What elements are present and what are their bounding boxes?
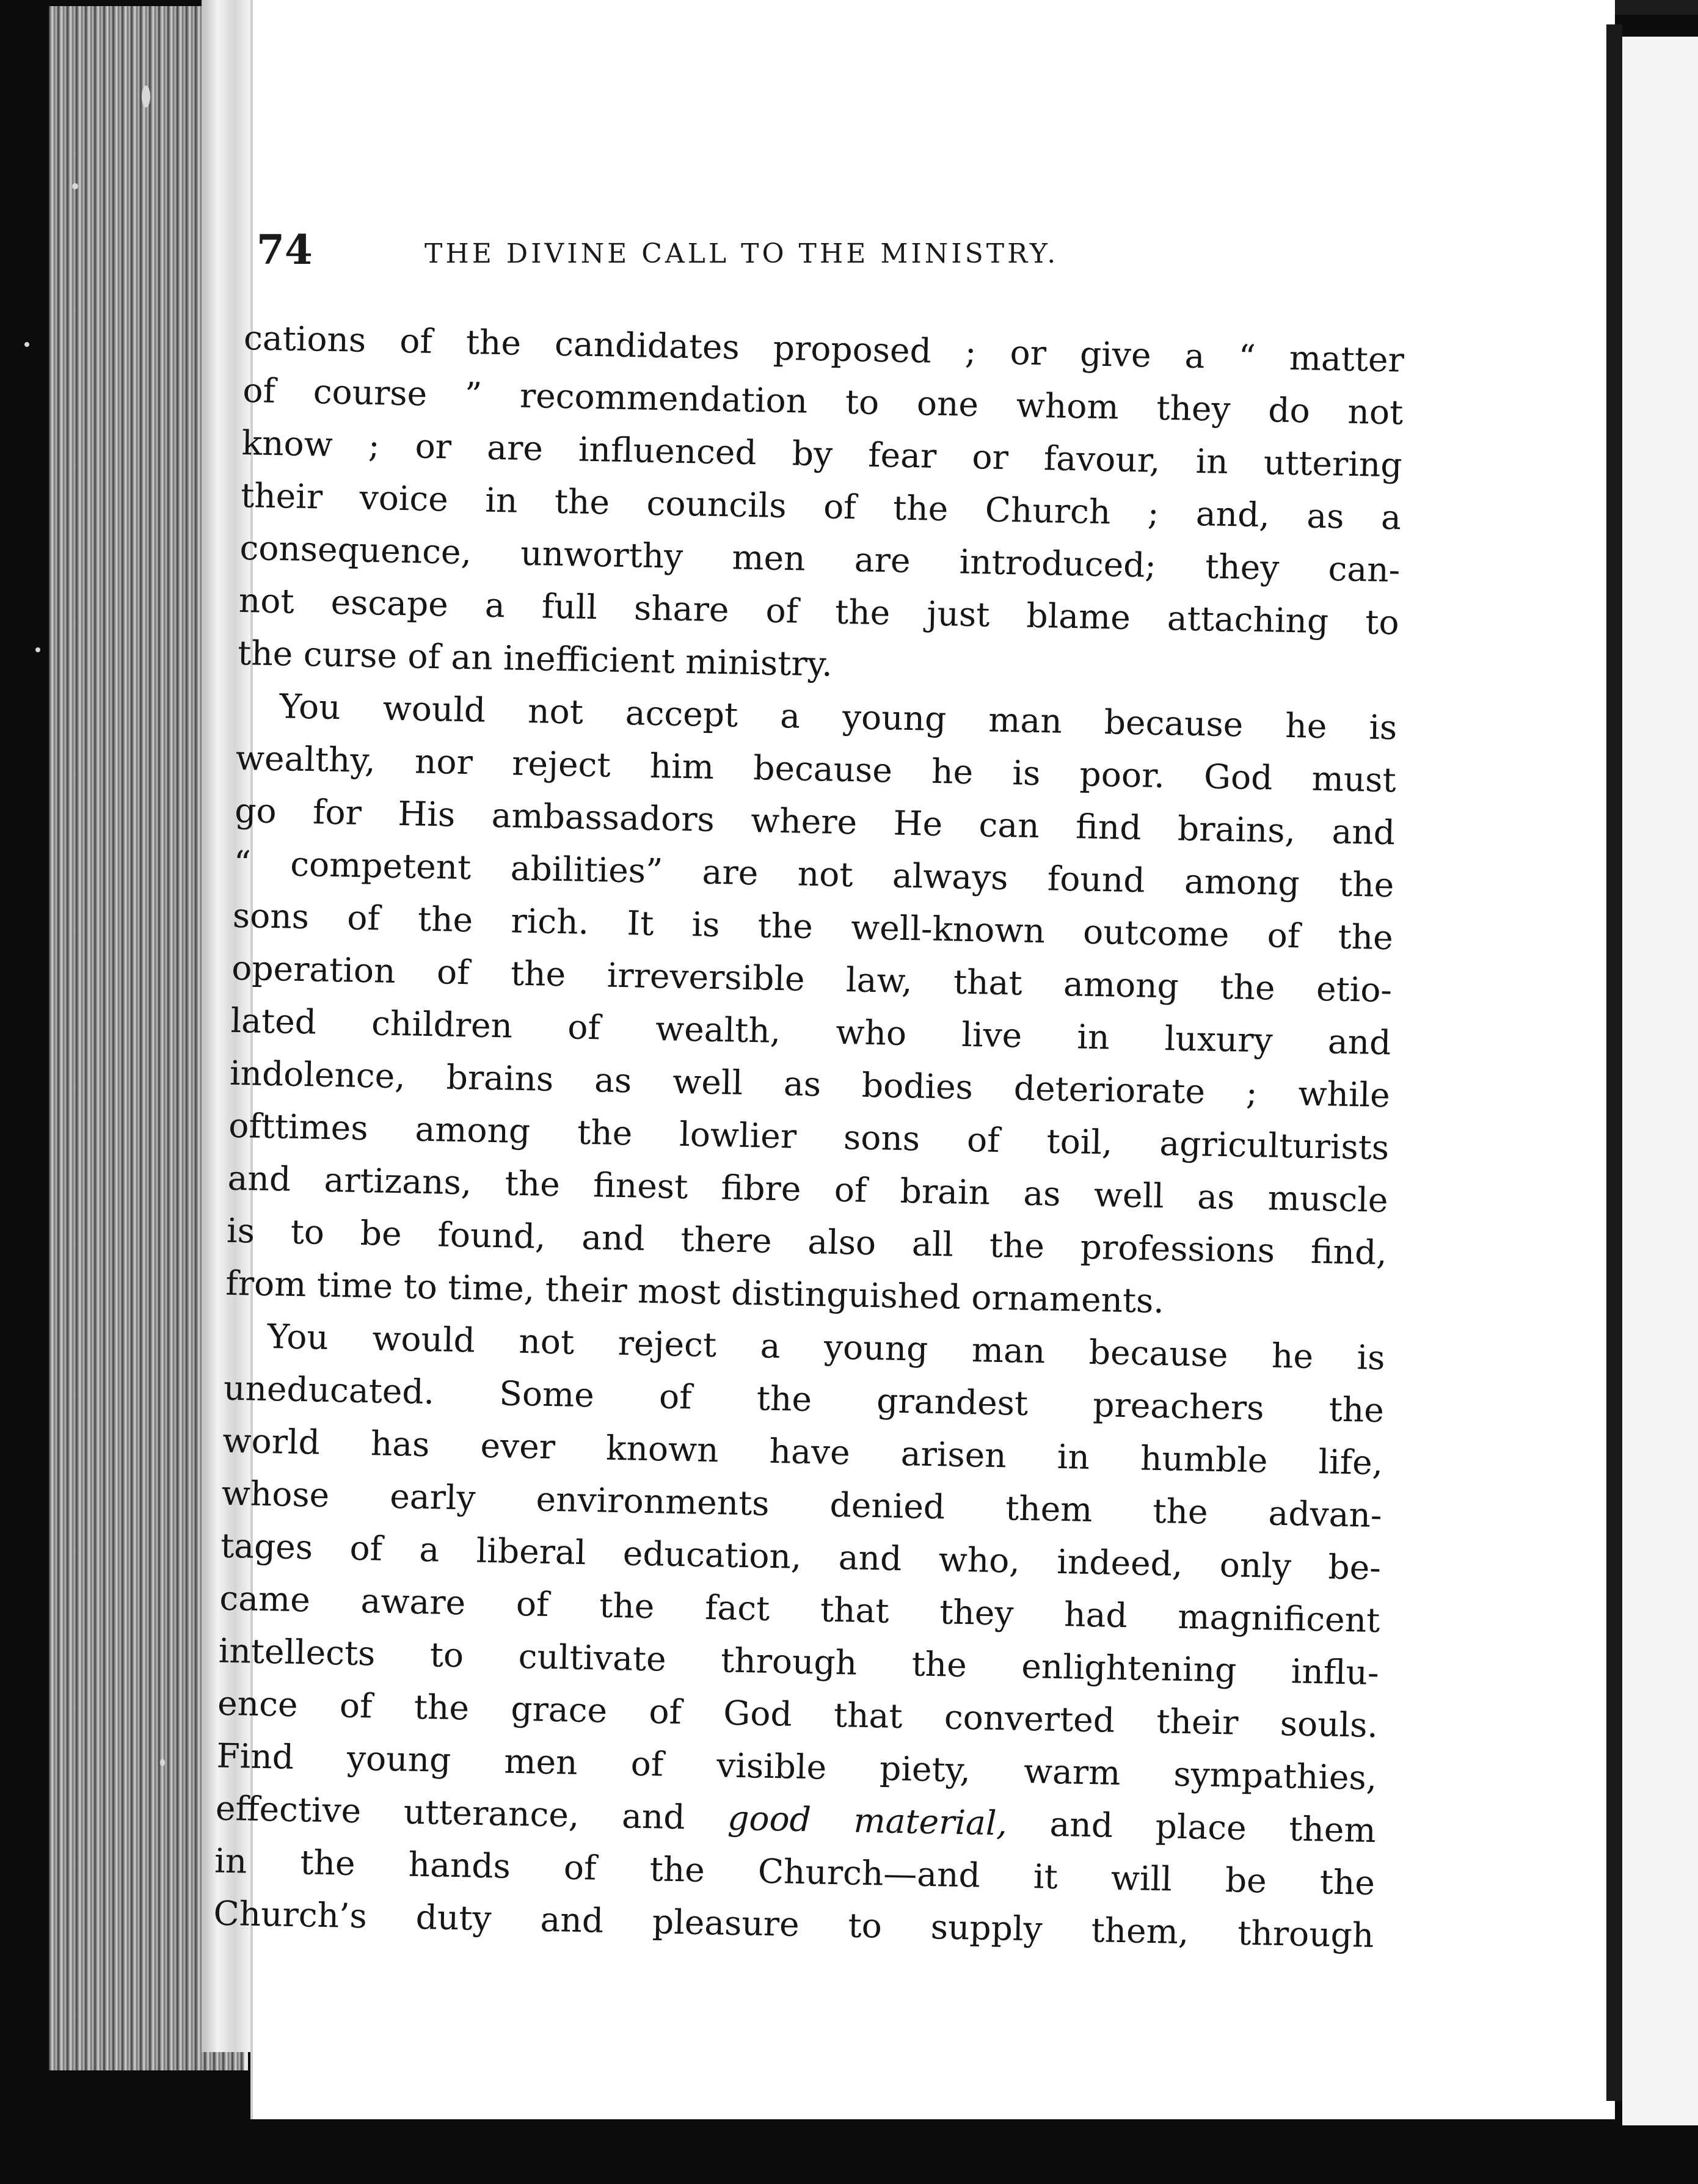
text-line: tages of a liberal education, and who, indeed, only be- [220,1526,1382,1588]
speck [35,647,40,652]
next-page-edge [1622,37,1698,2125]
text-line: and artizans, the finest fibre of brain as well as muscle [227,1158,1389,1220]
text-line: uneducated. Some of the grandest preachers the [223,1368,1385,1430]
running-title: THE DIVINE CALL TO THE MINISTRY. [424,238,1059,269]
text-line: is to be found, and there also all the professions find, [226,1210,1388,1273]
text-line: from time to time, their most distinguished ornaments. [225,1263,1165,1321]
text-line: “ competent abilities” are not always found among the [233,843,1394,905]
text-line: go for His ambassadors where He can find brains, and [234,790,1396,853]
paragraph-first-line: You would not accept a young man because he is [279,686,1397,748]
text-line: ence of the grace of God that converted their souls. [217,1683,1379,1745]
gutter-shadow [1606,24,1622,2101]
paragraph-first-line: You would not reject a young man because he is [267,1317,1386,1378]
text-line: their voice in the councils of the Church ; and, as a [240,475,1402,537]
text-line: know ; or are influenced by fear or favour, in uttering [241,423,1403,485]
text-line: lated children of wealth, who live in luxury and [230,1000,1391,1063]
text-line: the curse of an inefficient ministry. [237,633,833,684]
text-line: Church’s duty and pleasure to supply them, through [213,1893,1374,1955]
text-line: indolence, brains as well as bodies deteriorate ; while [229,1053,1391,1115]
text-line: operation of the irreversible law, that among the etio- [231,948,1393,1010]
body-text [213,311,1405,1962]
page-header [257,226,1374,281]
text-run: and place them [1049,1804,1377,1851]
text-line: consequence, unworthy men are introduced; they can- [239,528,1401,590]
text-line: world has ever known have arisen in humble life, [222,1421,1383,1483]
text-line: whose early environments denied them the advan- [221,1473,1383,1535]
speck [24,342,29,347]
speck [160,1759,165,1766]
text-line: came aware of the fact that they had magnificent [219,1578,1380,1640]
page-number: 74 [257,226,313,274]
text-line: wealthy, nor reject him because he is poor. God must [235,738,1397,800]
text-line: of course ” recommendation to one whom they do not [242,370,1404,432]
text-run: effective utterance, and [215,1788,728,1838]
text-line: intellects to cultivate through the enlightening influ- [218,1631,1380,1693]
text-line: ofttimes among the lowlier sons of toil, agriculturists [228,1105,1390,1168]
speck [142,86,150,107]
text-line: sons of the rich. It is the well-known outcome of the [232,895,1394,958]
speck [72,183,78,189]
text-line: cations of the candidates proposed ; or give a “ matter [243,318,1405,380]
italic-emphasis: good material, [727,1798,1008,1843]
text-line: Find young men of visible piety, warm sympathies, [216,1736,1377,1798]
text-line: in the hands of the Church—and it will be the [214,1841,1376,1903]
text-line: not escape a full share of the just blame attaching to [238,580,1400,642]
